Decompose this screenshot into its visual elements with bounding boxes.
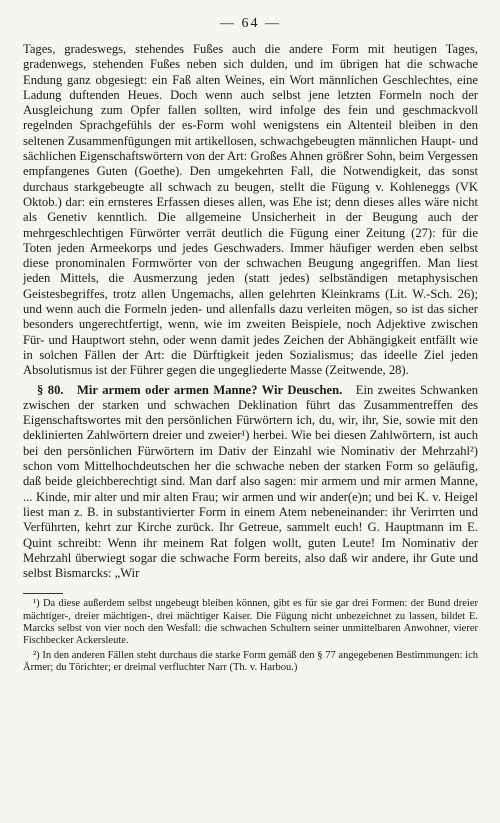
section-title: Mir armem oder armen Manne? Wir Deuschen. — [76, 382, 343, 397]
footnotes — [23, 598, 478, 674]
section-text: Ein zweites Schwanken zwischen der starken und schwachen Deklination führt das Zusammentreffen des Eigenschaftswortes mit den persönlichen Fürwörtern ich, du, wir, ihr, Sie, sowie mit den deklinierten Zahlwörtern dreier und zweier¹) herbei. Wie bei diesen Zahlwörtern, ist auch bei den persönlichen Fürwörtern im Dativ der Einzahl wie Nominativ der Mehrzahl²) schon vom Mittelhochdeutschen her die schwache neben der starken Form so geläufig, daß beide gleichberechtigt sind. Man darf also sagen: mir armem und mir armen Manne, ... Kinde, mir alter und mir alten Frau; wir armen und wir ander(e)n; und bei K. v. Heigel liest man z. B. in substantivierter Form in einem Atem nebeneinander: ihr Verirrten und Verführten, kehrt zur Kirche zurück. Ihr Getreue, sammelt euch! G. Hauptmann im E. Quint schreibt: Wenn ihr meinem Rat folgen wollt, guten Leute! Im Nominativ der Mehrzahl überwiegt sogar die schwache Form bereits, also daß wir andere, ihr Gute und selbst Bismarcks: „Wir — [23, 382, 479, 581]
spacer — [68, 383, 72, 397]
footnote-rule — [23, 593, 63, 594]
footnote-1: ¹) Da diese außerdem selbst ungebeugt bleiben können, gibt es für sie gar drei Formen: der Bund dreier mächtiger-, dreier mächtigen-, drei mächtiger Kaiser. Die Fügung nicht unbezeichnet zu lassen, bildet E. Marcks selbst von vier noch den Wesfall: die schwachen Schultern seiner unmittelbaren Anwohner, vierer Fischbecker Ackersleute. — [23, 598, 478, 646]
section-number: § 80. — [37, 382, 64, 397]
spacer — [347, 383, 351, 397]
body-paragraph-1: Tages, gradeswegs, stehendes Fußes auch die andere Form mit heutigen Tages, gradenwegs, stehenden Fußes neben sich dulden, und im übrigen hat die schwache Endung ganz obgesiegt: ein Faß alten Weines, ein Wort männlichen Geschlechtes, eine Ladung duftenden Heues. Doch wenn auch selbst jene letzten Formeln noch der Ausgleichung zum Opfer fallen sollten, wird infolge des fein und geschmackvoll regelnden Sprachgefühls der es-Form wohl wenigstens ein Altenteil bleiben in den seltenen Zusammenfügungen mit artikellosen, schwachgebeugten männlichen Haupt- und sächlichen Eigenschaftswörtern von der Art: Großes Ahnen größrer Sohn, beim Vergessen empfangenes Guten (Goethe). Den umgekehrten Fall, die Notwendigkeit, das sonst durchaus starkgebeugte all schwach zu beugen, stellt die Fügung v. Kohleneggs (VK Oktob.) dar: ein ernsteres Erfassen dieses allen, was Ehe ist; denn dieses alles wäre nicht als Genetiv kenntlich. Die allgemeine Unsicherheit in der Beugung auch der mehrgeschlechtigen Fürwörter verrät deutlich die Fügung einer Zeitung (27): für die Toten jeden Armeekorps und jedes Geschwaders. Immer häufiger werden eben selbst diese pronominalen Formwörter von der schwachen Beugung angegriffen. Man liest jeden Mittels, die Ausmerzung jeden (statt jedes) selbständigen metaphysischen Geistesbegriffes, trotz allen Ungemachs, allen gelehrten Kleinkrams (Lit. W.-Sch. 26); und wenn auch die Formeln jeden- und allenfalls dazu verleiten mögen, so ist das sicher besonders ungerechtfertigt, wenn, wie im zweiten Beispiele, noch Adjektive zwischen Für- und Hauptwort stehn, oder wenn damit jedes Zeichen der Abhängigkeit entfällt wie in solchen Fällen der Art: die Dürftigkeit jeden Sozialismus; das ideelle Ziel jeden Absolutismus ist der Führer gegen die ungegliederte Masse (Zeitwende, 28). — [23, 42, 478, 378]
page-number: — 64 — — [220, 16, 281, 31]
footnote-2: ²) In den anderen Fällen steht durchaus die starke Form gemäß den § 77 angegebenen Bestimmungen: ich Ärmer; du Törichter; er dreimal verfluchter Narr (Th. v. Harbou.) — [23, 650, 478, 674]
body-paragraph-2 — [23, 383, 478, 582]
